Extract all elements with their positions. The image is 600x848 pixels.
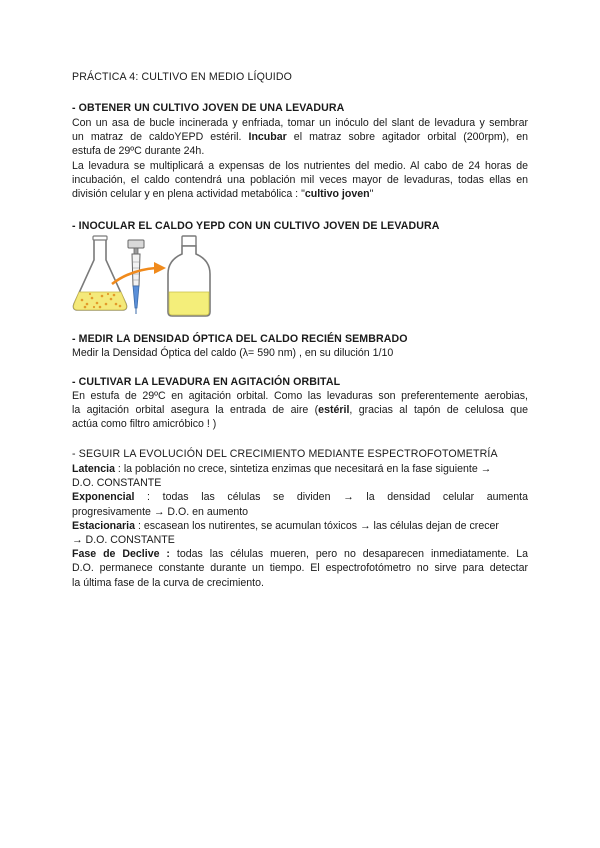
section-body-optical-density (72, 346, 528, 360)
inoculation-illustration (72, 234, 220, 318)
bottle-icon (168, 236, 210, 316)
phase-stationary-line: Estacionaria : escasean los nutirentes, se acumulan tóxicos → las células dejan de crecer (72, 519, 499, 532)
phase-exponential-line: Exponencial : todas las células se dividen → la densidad celular aumenta (72, 491, 528, 504)
phase-latency-line: Latencia : la población no crece, sintetiza enzimas que necesitará en la fase siguiente → (72, 463, 492, 475)
text-line: En estufa de 29ºC en agitación orbital. Como las levaduras son preferentemente aerobias, (72, 390, 528, 402)
section-body-obtain-culture (72, 116, 528, 201)
erlenmeyer-flask-icon (74, 236, 127, 310)
term-fase-de-declive: Fase de Declive : (72, 548, 170, 561)
text-line: la agitación orbital asegura la entrada de aire (estéril, gracias al tapón de celulosa que (72, 404, 528, 417)
text-line: actúa como filtro amicróbico ! ) (72, 418, 217, 431)
section-heading-growth-monitoring: - SEGUIR LA EVOLUCIÓN DEL CRECIMIENTO MEDIANTE ESPECTROFOTOMETRÍA (72, 448, 498, 460)
section-heading-optical-density: - MEDIR LA DENSIDAD ÓPTICA DEL CALDO RECIÉN SEMBRADO (72, 333, 408, 345)
page-title: PRÁCTICA 4: CULTIVO EN MEDIO LÍQUIDO (72, 71, 293, 83)
text-line: La levadura se multiplicará a expensas de los nutrientes del medio. Al cabo de 24 horas de (72, 159, 528, 172)
term-estacionaria: Estacionaria (72, 519, 136, 532)
section-body-orbital-shaking (72, 389, 528, 432)
text-line: Con un asa de bucle incinerada y enfriada, tomar un inóculo del slant de levadura y sembrar (72, 117, 528, 129)
text-line: división celular y en plena actividad metabólica : "cultivo joven" (72, 188, 374, 201)
emphasis-incubar: Incubar (248, 131, 287, 144)
section-heading-orbital-shaking: - CULTIVAR LA LEVADURA EN AGITACIÓN ORBITAL (72, 376, 341, 388)
text-line: Medir la Densidad Óptica del caldo (λ= 590 nm) , en su dilución 1/10 (72, 347, 394, 359)
section-heading-inoculate: - INOCULAR EL CALDO YEPD CON UN CULTIVO JOVEN DE LEVADURA (72, 220, 440, 232)
text-line: estufa de 29ºC durante 24h. (72, 145, 205, 158)
text-line: D.O. permanece constante durante un tiempo. El espectrofotómetro no sirve para detectar (72, 562, 528, 575)
term-latencia: Latencia (72, 463, 115, 475)
emphasis-cultivo-joven: cultivo joven (304, 188, 370, 201)
term-exponencial: Exponencial (72, 491, 135, 504)
emphasis-esteril: estéril (318, 404, 350, 417)
text-line: progresivamente → D.O. en aumento (72, 505, 249, 518)
text-line: un matraz de caldoYEPD estéril. Incubar el matraz sobre agitador orbital (200rpm), en (72, 131, 528, 144)
section-body-growth-phases (72, 462, 528, 590)
section-heading-obtain-culture: - OBTENER UN CULTIVO JOVEN DE UNA LEVADURA (72, 102, 345, 114)
text-line: D.O. CONSTANTE (72, 477, 162, 490)
text-line: → D.O. CONSTANTE (72, 534, 175, 547)
phase-decline-line: Fase de Declive : todas las células mueren, pero no desaparecen inmediatamente. La (72, 548, 528, 561)
text-line: incubación, el caldo contendrá una población mil veces mayor de levaduras, todas ellas en (72, 173, 528, 186)
text-line: la última fase de la curva de crecimiento. (72, 576, 264, 589)
pipette-icon (128, 240, 144, 314)
